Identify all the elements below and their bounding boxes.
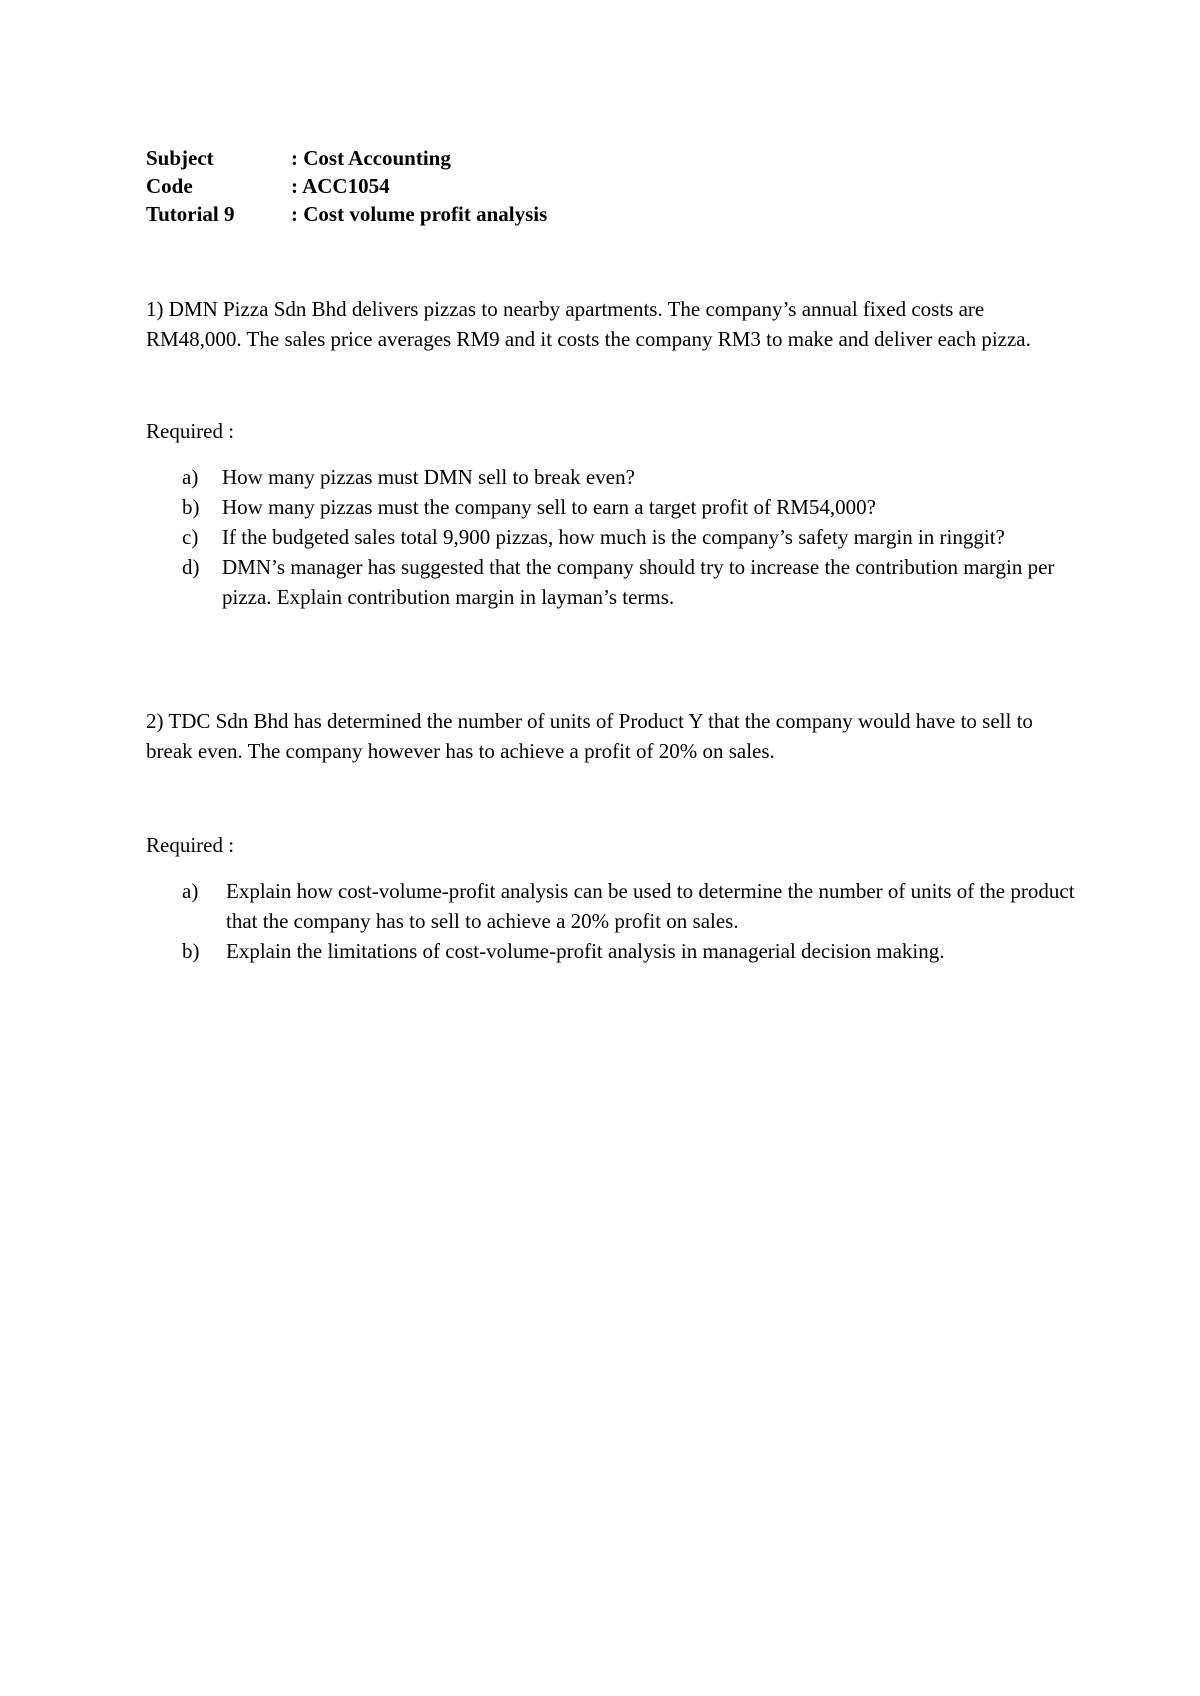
question-1-required-label: Required :	[146, 419, 235, 443]
list-item-text: If the budgeted sales total 9,900 pizzas, how much is the company’s safety margin in ringgit?	[222, 525, 1005, 549]
question-1-text: 1) DMN Pizza Sdn Bhd delivers pizzas to nearby apartments. The company’s annual fixed costs are RM48,000. The sales price averages RM9 and it costs the company RM3 to make and deliver each pizza.	[146, 297, 1031, 351]
list-marker: b)	[182, 939, 200, 963]
code-label: Code	[146, 174, 193, 198]
list-item	[182, 936, 1082, 966]
list-item-text: How many pizzas must the company sell to earn a target profit of RM54,000?	[222, 495, 876, 519]
subject-row	[146, 144, 1066, 172]
list-marker: d)	[182, 555, 200, 579]
list-item-text: Explain how cost-volume-profit analysis can be used to determine the number of units of the product that the company has to sell to achieve a 20% profit on sales.	[226, 879, 1075, 933]
list-item	[182, 492, 1062, 522]
list-item	[182, 552, 1062, 612]
list-marker: a)	[182, 465, 199, 489]
code-value: : ACC1054	[291, 174, 390, 198]
list-marker: c)	[182, 525, 199, 549]
list-item	[182, 522, 1062, 552]
subject-value: : Cost Accounting	[291, 146, 451, 170]
question-2-required-label: Required :	[146, 833, 235, 857]
tutorial-label: Tutorial 9	[146, 202, 235, 226]
tutorial-row	[146, 200, 1066, 228]
list-item-text: DMN’s manager has suggested that the company should try to increase the contribution margin per pizza. Explain contribution margin in layman’s terms.	[222, 555, 1055, 609]
question-1-list	[182, 462, 1062, 612]
question-2-text: 2) TDC Sdn Bhd has determined the number of units of Product Y that the company would have to sell to break even. The company however has to achieve a profit of 20% on sales.	[146, 709, 1033, 763]
code-row	[146, 172, 1066, 200]
list-item	[182, 876, 1082, 936]
list-marker: a)	[182, 879, 199, 903]
list-item-text: Explain the limitations of cost-volume-profit analysis in managerial decision making.	[226, 939, 945, 963]
tutorial-value: : Cost volume profit analysis	[291, 202, 548, 226]
header-block	[146, 144, 1066, 228]
subject-label: Subject	[146, 146, 214, 170]
list-item	[182, 462, 1062, 492]
list-item-text: How many pizzas must DMN sell to break even?	[222, 465, 635, 489]
list-marker: b)	[182, 495, 200, 519]
question-2-list	[182, 876, 1082, 966]
